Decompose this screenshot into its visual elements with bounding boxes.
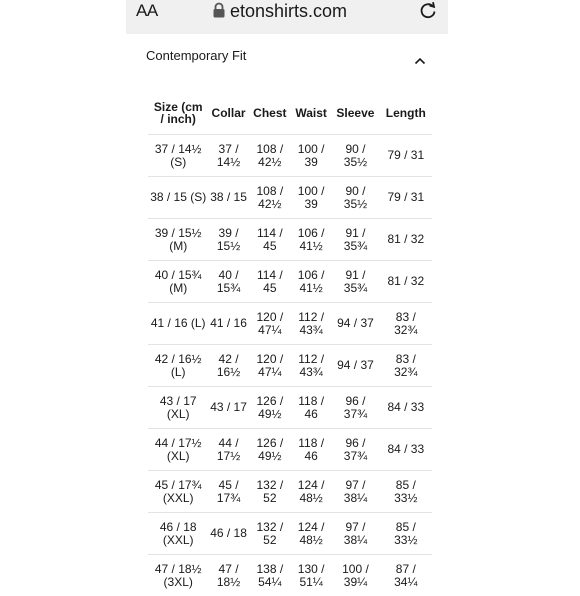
table-row xyxy=(148,471,432,513)
table-row xyxy=(148,135,432,177)
table-row xyxy=(148,261,432,303)
table-row xyxy=(148,177,432,219)
table-cell: 43 / 17 (XL) xyxy=(148,387,208,429)
table-cell: 120 / 47¼ xyxy=(249,303,291,345)
accordion-title[interactable]: Contemporary Fit xyxy=(146,48,246,64)
table-cell: 83 / 32¾ xyxy=(380,345,432,387)
table-cell: 37 / 14½ xyxy=(208,135,248,177)
table-cell: 96 / 37¾ xyxy=(331,429,379,471)
table-cell: 100 / 39 xyxy=(291,177,331,219)
table-cell: 112 / 43¾ xyxy=(291,303,331,345)
url-text[interactable]: etonshirts.com xyxy=(230,0,347,22)
table-cell: 124 / 48½ xyxy=(291,513,331,555)
table-cell: 94 / 37 xyxy=(331,303,379,345)
size-guide-card xyxy=(126,34,448,580)
column-header-waist: Waist xyxy=(291,92,331,135)
table-cell: 39 / 15½ xyxy=(208,219,248,261)
table-cell: 45 / 17¾ (XXL) xyxy=(148,471,208,513)
table-cell: 114 / 45 xyxy=(249,219,291,261)
table-cell: 38 / 15 xyxy=(208,177,248,219)
table-cell: 108 / 42½ xyxy=(249,177,291,219)
table-cell: 114 / 45 xyxy=(249,261,291,303)
table-row xyxy=(148,555,432,596)
table-cell: 100 / 39¼ xyxy=(331,555,379,596)
table-cell: 126 / 49½ xyxy=(249,429,291,471)
table-cell: 90 / 35½ xyxy=(331,135,379,177)
table-cell: 46 / 18 (XXL) xyxy=(148,513,208,555)
table-cell: 130 / 51¼ xyxy=(291,555,331,596)
table-cell: 85 / 33½ xyxy=(380,513,432,555)
table-cell: 39 / 15½ (M) xyxy=(148,219,208,261)
table-row xyxy=(148,219,432,261)
table-cell: 84 / 33 xyxy=(380,387,432,429)
table-cell: 42 / 16½ (L) xyxy=(148,345,208,387)
table-cell: 44 / 17½ (XL) xyxy=(148,429,208,471)
table-cell: 83 / 32¾ xyxy=(380,303,432,345)
column-header-size: Size (cm / inch) xyxy=(148,92,208,135)
table-cell: 81 / 32 xyxy=(380,261,432,303)
table-cell: 47 / 18½ xyxy=(208,555,248,596)
size-table xyxy=(148,92,432,596)
browser-address-bar[interactable] xyxy=(126,0,448,34)
table-cell: 38 / 15 (S) xyxy=(148,177,208,219)
table-cell: 41 / 16 xyxy=(208,303,248,345)
table-cell: 79 / 31 xyxy=(380,135,432,177)
table-cell: 108 / 42½ xyxy=(249,135,291,177)
table-cell: 90 / 35½ xyxy=(331,177,379,219)
table-cell: 81 / 32 xyxy=(380,219,432,261)
column-header-chest: Chest xyxy=(249,92,291,135)
table-cell: 112 / 43¾ xyxy=(291,345,331,387)
table-cell: 96 / 37¾ xyxy=(331,387,379,429)
table-cell: 126 / 49½ xyxy=(249,387,291,429)
table-cell: 46 / 18 xyxy=(208,513,248,555)
table-cell: 45 / 17¾ xyxy=(208,471,248,513)
table-cell: 91 / 35¾ xyxy=(331,261,379,303)
table-cell: 40 / 15¾ (M) xyxy=(148,261,208,303)
chevron-up-icon[interactable] xyxy=(414,52,426,60)
reload-icon[interactable] xyxy=(418,0,438,22)
table-cell: 47 / 18½ (3XL) xyxy=(148,555,208,596)
table-cell: 79 / 31 xyxy=(380,177,432,219)
table-cell: 44 / 17½ xyxy=(208,429,248,471)
table-cell: 84 / 33 xyxy=(380,429,432,471)
phone-screen xyxy=(126,0,448,580)
table-row xyxy=(148,387,432,429)
table-cell: 91 / 35¾ xyxy=(331,219,379,261)
column-header-length: Length xyxy=(380,92,432,135)
table-cell: 42 / 16½ xyxy=(208,345,248,387)
table-cell: 124 / 48½ xyxy=(291,471,331,513)
table-row xyxy=(148,345,432,387)
table-cell: 100 / 39 xyxy=(291,135,331,177)
table-header-row xyxy=(148,92,432,135)
table-cell: 97 / 38¼ xyxy=(331,471,379,513)
table-cell: 43 / 17 xyxy=(208,387,248,429)
table-cell: 41 / 16 (L) xyxy=(148,303,208,345)
column-header-collar: Collar xyxy=(208,92,248,135)
table-row xyxy=(148,513,432,555)
lock-icon xyxy=(212,2,226,18)
table-cell: 118 / 46 xyxy=(291,387,331,429)
table-cell: 132 / 52 xyxy=(249,513,291,555)
table-row xyxy=(148,303,432,345)
table-cell: 94 / 37 xyxy=(331,345,379,387)
text-size-button[interactable]: AA xyxy=(136,0,158,22)
table-cell: 138 / 54¼ xyxy=(249,555,291,596)
table-row xyxy=(148,429,432,471)
table-cell: 120 / 47¼ xyxy=(249,345,291,387)
table-cell: 85 / 33½ xyxy=(380,471,432,513)
table-cell: 87 / 34¼ xyxy=(380,555,432,596)
table-cell: 118 / 46 xyxy=(291,429,331,471)
table-cell: 132 / 52 xyxy=(249,471,291,513)
table-cell: 40 / 15¾ xyxy=(208,261,248,303)
table-cell: 106 / 41½ xyxy=(291,261,331,303)
table-cell: 106 / 41½ xyxy=(291,219,331,261)
column-header-sleeve: Sleeve xyxy=(331,92,379,135)
table-cell: 97 / 38¼ xyxy=(331,513,379,555)
table-cell: 37 / 14½ (S) xyxy=(148,135,208,177)
